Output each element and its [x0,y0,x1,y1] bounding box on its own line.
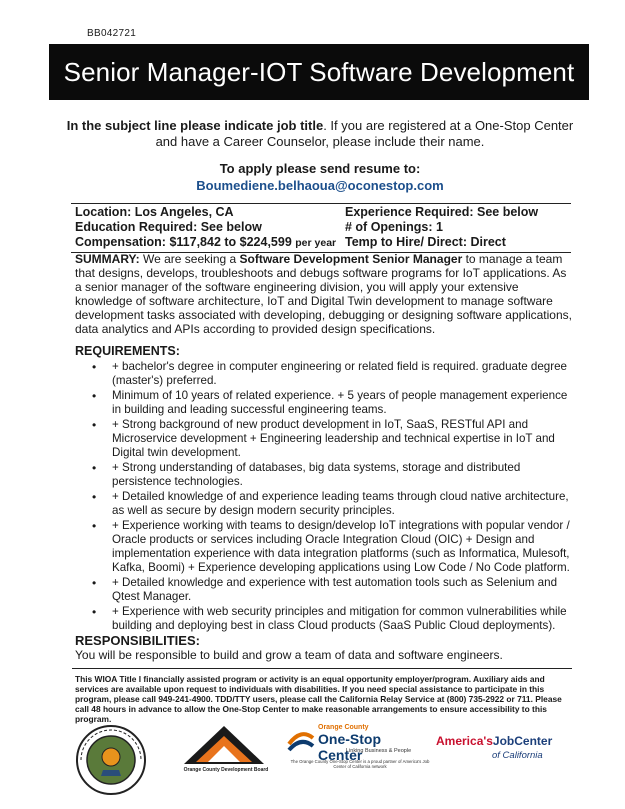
requirement-text: + Experience with web security principles and mitigation for common vulnerabilities while building and deploying best in class Cloud products (SaaS Public Cloud deployments). [112,605,567,632]
requirement-item [75,519,570,575]
responsibilities-heading: RESPONSIBILITIES: [75,633,200,648]
job-info-left [75,205,336,251]
summary-label: SUMMARY: [75,252,140,266]
requirements-heading: REQUIREMENTS: [75,344,180,358]
requirement-item [75,360,570,388]
subject-instruction-bold: In the subject line please indicate job title [66,118,324,133]
requirements-list [75,360,570,634]
job-title-banner [49,44,589,100]
ocdb-logo [180,724,268,782]
bullet-icon: • [92,490,97,504]
one-stop-tagline: Linking Business & People [346,748,412,754]
one-stop-swirl-icon [286,726,316,756]
ocdb-triangle-icon [180,724,268,768]
bullet-icon: • [92,461,97,475]
subject-instruction-rest: . If you are registered at a One-Stop Center and have a Career Counselor, please include their name. [155,118,574,149]
bullet-icon: • [92,418,97,432]
summary-pre: We are seeking a [139,252,240,266]
job-info-right [345,205,538,250]
apply-email[interactable]: Boumediene.belhaoua@oconestop.com [196,178,444,193]
summary-body: to manage a team that designs, develops, troubleshoots and debugs software programs for IoT applications. As a senior manager of the software engineering division, you will apply your extensive knowledge of software architecture, IoT and Digital Twin development to manage software development tasks associated with developing, debugging or designing software applications, data analytics and APIs according to provided design specifications. [75,252,572,336]
subject-instructions [60,118,580,150]
requirement-item [75,490,570,518]
compensation-range: Compensation: $117,842 to $224,599 [75,235,292,249]
requirement-text: Minimum of 10 years of related experience. + 5 years of people management experience in building and leading successful engineering teams. [112,389,568,416]
summary-role: Software Development Senior Manager [239,252,463,266]
ajc-subtitle: of California [492,750,543,761]
requirement-text: + bachelor's degree in computer engineering or related field is required. graduate degree (master's) preferred. [112,360,567,387]
job-title: Senior Manager-IOT Software Development [63,56,575,87]
bullet-icon: • [92,360,97,374]
ajc-name-a: America's [436,734,493,748]
number-of-openings: # of Openings: 1 [345,220,443,234]
bullet-icon: • [92,389,97,403]
apply-block [60,160,580,194]
requirement-text: + Detailed knowledge of and experience leading teams through cloud native architecture, as well as secure by design modern security principles. [112,490,569,517]
county-seal-icon [75,724,147,796]
summary [75,252,575,336]
bullet-icon: • [92,605,97,619]
bullet-icon: • [92,576,97,590]
apply-heading: To apply please send resume to: [219,161,421,176]
requirement-text: + Strong background of new product development in IoT, SaaS, RESTful API and Microservice development + Engineering leadership and technical expertise in IoT and Digital twin development. [112,418,555,459]
responsibilities-text: You will be responsible to build and grow a team of data and software engineers. [75,648,503,662]
requirement-item [75,389,570,417]
county-seal-logo [75,724,147,796]
education-required: Education Required: See below [75,220,262,234]
one-stop-name: One-Stop Center [318,731,381,763]
hire-type: Temp to Hire/ Direct: Direct [345,235,506,249]
ajc-name [436,734,552,748]
experience-required: Experience Required: See below [345,205,539,219]
compensation [75,235,336,251]
job-info-box [71,203,571,253]
compensation-unit: per year [295,237,337,249]
requirement-text: + Detailed knowledge and experience with test automation tools such as Selenium and Qtest Manager. [112,576,558,603]
requirement-item [75,605,570,633]
americas-job-center-logo [436,728,576,778]
requirement-text: + Experience working with teams to design/develop IoT integrations with popular vendor / Oracle products or services including Oracle Integration Cloud (OIC) + Design and implementation experience with data integration platforms (such as Informatica, Mulesoft, Kafka, Boomi) + Experience developing applications using Low Code / No Code platform. [112,519,570,574]
one-stop-note: The Orange County One-Stop Center is a proud partner of America's Job Center of California network [290,759,430,769]
divider [72,668,572,669]
bullet-icon: • [92,519,97,533]
ajc-name-b: JobCenter [492,734,553,748]
document-code: BB042721 [87,28,137,39]
one-stop-county: Orange County [318,724,369,731]
location: Location: Los Angeles, CA [75,205,234,219]
requirement-item [75,418,570,460]
ocdb-caption: Orange County Development Board [183,767,269,773]
requirement-text: + Strong understanding of databases, big data systems, storage and distributed persistence technologies. [112,461,521,488]
requirement-item [75,576,570,604]
one-stop-center-logo [286,724,430,786]
wioa-disclaimer: This WIOA Title I financially assisted program or activity is an equal opportunity employer/program. Auxiliary aids and services are available upon request to individuals with disabilities. If you need special assistance to participate in this program, please call 949-241-4900. TDD/TTY users, please call the California Relay Service at (800) 735-2922 or 711. Please call 48 hours in advance to allow the One-Stop Center to make reasonable arrangements to ensure accessibility to this program. [75,674,562,724]
requirement-item [75,461,570,489]
